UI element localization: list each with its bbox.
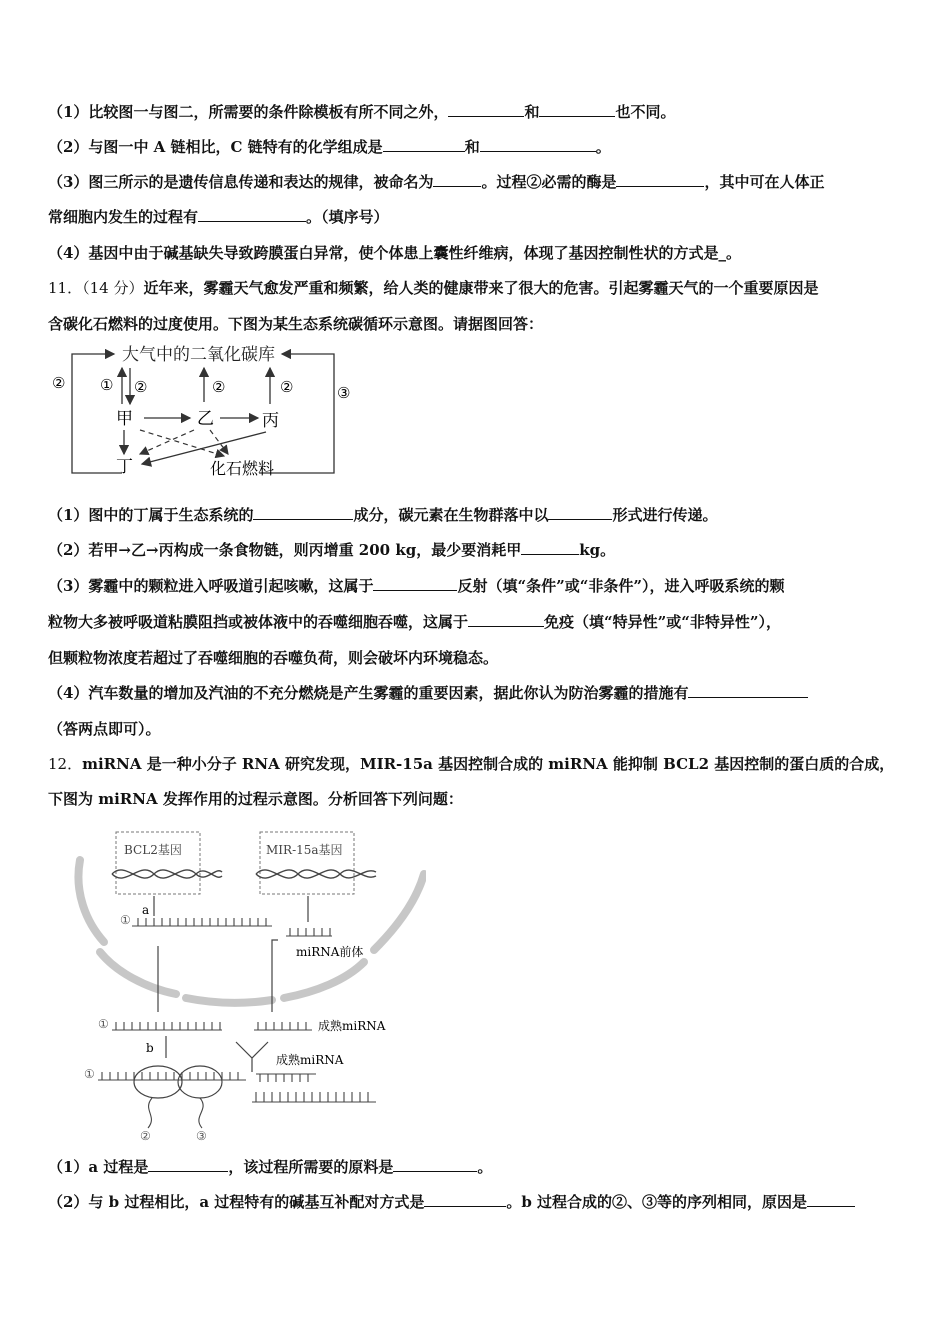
circle-2-yi: ②	[212, 378, 226, 396]
mrna-strand-cytoplasm	[112, 1022, 222, 1030]
q11-intro	[48, 278, 818, 298]
q10-sub3-cont	[48, 207, 389, 227]
q11-sub3-text: 但颗粒物浓度若超过了吞噬细胞的吞噬负荷，则会破坏内环境稳态。	[48, 649, 499, 667]
atmosphere-label: 大气中的二氧化碳库	[122, 345, 275, 365]
q11-sub2	[48, 540, 615, 560]
q11-sub2-text: kg。	[579, 541, 616, 559]
node-ding: 丁	[116, 457, 133, 477]
precursor-label: miRNA前体	[296, 945, 364, 959]
mature-mirna-strand-1	[254, 1022, 312, 1030]
q10-sub3-text: ，其中可在人体正	[704, 173, 825, 191]
q12-sub1-text: 。	[477, 1158, 493, 1176]
q10-sub2-text: （2）与图一中 A 链相比，C 链特有的化学组成是	[48, 138, 383, 156]
bcl2-gene-label: BCL2基因	[124, 843, 182, 857]
cell-membrane-left	[78, 860, 104, 942]
mir15a-gene-label: MIR-15a基因	[266, 843, 343, 857]
cell-membrane-bottom	[186, 998, 272, 1003]
node-jia: 甲	[116, 409, 133, 429]
precursor-strand	[286, 928, 332, 936]
bcl2-gene-box	[116, 832, 200, 894]
circle-1: ①	[100, 376, 114, 394]
answer-blank[interactable]	[807, 1192, 855, 1207]
circle-3-right: ③	[337, 384, 351, 402]
answer-blank[interactable]	[253, 505, 353, 520]
q11-intro-cont	[48, 314, 543, 334]
cell-membrane-right2	[374, 874, 424, 950]
q10-sub3	[48, 172, 824, 192]
cell-membrane-right	[284, 962, 364, 998]
question-number: 11．（14 分）	[48, 279, 144, 297]
q11-sub3-cont2	[48, 648, 498, 668]
q11-sub3-text: 粒物大多被呼吸道粘膜阻挡或被体液中的吞噬细胞吞噬，这属于	[48, 613, 469, 631]
circle-2-bing: ②	[280, 378, 294, 396]
q11-sub1-text: （1）图中的丁属于生态系统的	[48, 506, 254, 524]
q11-sub1-text: 成分，碳元素在生物群落中以	[353, 506, 549, 524]
q11-sub1	[48, 505, 717, 525]
q11-intro-text: 近年来，雾霾天气愈发严重和频繁，给人类的健康带来了很大的危害。引起雾霾天气的一个重要原因是	[143, 279, 819, 297]
q11-intro-text: 含碳化石燃料的过度使用。下图为某生态系统碳循环示意图。请据图回答：	[48, 315, 544, 333]
node-yi: 乙	[197, 409, 214, 429]
answer-blank[interactable]	[448, 102, 524, 117]
q12-intro-cont	[48, 789, 463, 809]
answer-blank[interactable]	[148, 1157, 228, 1172]
ribosome-2	[178, 1066, 222, 1098]
question-number: 12．	[48, 755, 83, 773]
node-fossil: 化石燃料	[210, 459, 275, 478]
answer-blank[interactable]	[539, 102, 615, 117]
mir15a-gene-box	[260, 832, 354, 894]
q11-sub4-cont	[48, 719, 161, 739]
q10-sub1-text: （1）比较图一与图二，所需要的条件除模板有所不同之外，	[48, 103, 449, 121]
q12-sub2-text: 。b 过程合成的②、③等的序列相同，原因是	[506, 1193, 808, 1211]
q11-sub3-text: 免疫（填“特异性”或“非特异性”），	[544, 613, 782, 631]
q11-sub3-text: （3）雾霾中的颗粒进入呼吸道引起咳嗽，这属于	[48, 577, 374, 595]
answer-blank[interactable]	[480, 137, 596, 152]
answer-blank[interactable]	[373, 576, 457, 591]
answer-blank[interactable]	[468, 612, 544, 627]
q12-sub1-text: （1）a 过程是	[48, 1158, 149, 1176]
ribosome-1	[134, 1066, 182, 1098]
q10-sub3-text: 常细胞内发生的过程有	[48, 208, 199, 226]
dashed-yi-to-ding	[140, 430, 194, 454]
circle-2-left: ②	[52, 374, 66, 392]
q11-sub4	[48, 683, 808, 703]
q10-sub2	[48, 137, 611, 157]
peptide-3-label: ③	[196, 1129, 207, 1142]
answer-blank[interactable]	[433, 172, 481, 187]
answer-blank[interactable]	[616, 172, 704, 187]
process-b-label: b	[146, 1041, 154, 1055]
q12-sub1	[48, 1157, 492, 1177]
q11-sub1-text: 形式进行传递。	[612, 506, 718, 524]
strand-2-marker: ①	[98, 1017, 109, 1031]
peptide-chain-3	[199, 1098, 203, 1128]
mir-dna-helix-2	[256, 870, 376, 878]
answer-blank[interactable]	[548, 505, 612, 520]
q11-sub4-text: （答两点即可）。	[48, 720, 161, 738]
mature-mirna-label-2: 成熟miRNA	[276, 1053, 344, 1067]
q10-sub4-text: （4）基因中由于碱基缺失导致跨膜蛋白异常，使个体患上囊性纤维病，体现了基因控制性状的方式是_。	[48, 244, 741, 262]
circle-2-jia: ②	[134, 378, 148, 396]
q12-intro-text: miRNA 是一种小分子 RNA 研究发现，MIR-15a 基因控制合成的 miRNA 能抑制 BCL2 基因控制的蛋白质的合成，	[82, 755, 895, 773]
q12-intro	[48, 754, 894, 774]
process-a-label: a	[142, 903, 150, 917]
cell-membrane-left2	[100, 952, 176, 994]
mrna-translating-strand	[98, 1072, 246, 1080]
carbon-cycle-diagram	[44, 340, 364, 485]
answer-blank[interactable]	[383, 137, 465, 152]
q10-sub1	[48, 102, 675, 122]
q12-sub2	[48, 1192, 855, 1212]
mrna-strand-top	[132, 918, 272, 926]
left-loop-arrow	[72, 354, 122, 473]
q11-sub4-text: （4）汽车数量的增加及汽油的不充分燃烧是产生雾霾的重要因素，据此你认为防治雾霾的措施有	[48, 684, 689, 702]
answer-blank[interactable]	[688, 683, 808, 698]
mirna-binding-arrow	[236, 1042, 268, 1072]
q11-sub3	[48, 576, 784, 596]
paired-mirna-strand	[256, 1074, 316, 1082]
q10-sub3-text: 。（填序号）	[306, 208, 389, 226]
peptide-chain-2	[148, 1098, 152, 1128]
answer-blank[interactable]	[198, 207, 306, 222]
q11-sub3-cont	[48, 612, 781, 632]
strand-1-marker: ①	[120, 913, 131, 927]
mature-mirna-label-1: 成熟miRNA	[318, 1019, 386, 1033]
answer-blank[interactable]	[393, 1157, 477, 1172]
q10-sub1-text: 和	[524, 103, 540, 121]
q11-sub3-text: 反射（填“条件”或“非条件”），进入呼吸系统的颗	[457, 577, 785, 595]
q12-intro-text: 下图为 miRNA 发挥作用的过程示意图。分析回答下列问题：	[48, 790, 463, 808]
peptide-2-label: ②	[140, 1129, 151, 1142]
dashed-jia-to-fossil	[140, 430, 224, 456]
q10-sub3-text: 。过程②必需的酶是	[481, 173, 617, 191]
q10-sub1-text: 也不同。	[615, 103, 676, 121]
mirna-process-diagram	[46, 822, 426, 1142]
q10-sub3-text: （3）图三所示的是遗传信息传递和表达的规律，被命名为	[48, 173, 434, 191]
node-bing: 丙	[262, 411, 279, 431]
answer-blank[interactable]	[424, 1192, 506, 1207]
q11-sub2-text: （2）若甲→乙→丙构成一条食物链，则丙增重 200 kg，最少要消耗甲	[48, 541, 522, 559]
answer-blank[interactable]	[521, 540, 579, 555]
mir-dna-helix	[256, 870, 376, 878]
q10-sub2-text: 和	[464, 138, 480, 156]
q10-sub2-text: 。	[595, 138, 611, 156]
q10-sub4	[48, 243, 741, 263]
strand-3-marker: ①	[84, 1067, 95, 1081]
q12-sub1-text: ，该过程所需要的原料是	[228, 1158, 394, 1176]
blocked-mrna-strand	[252, 1092, 376, 1102]
q12-sub2-text: （2）与 b 过程相比，a 过程特有的碱基互补配对方式是	[48, 1193, 425, 1211]
